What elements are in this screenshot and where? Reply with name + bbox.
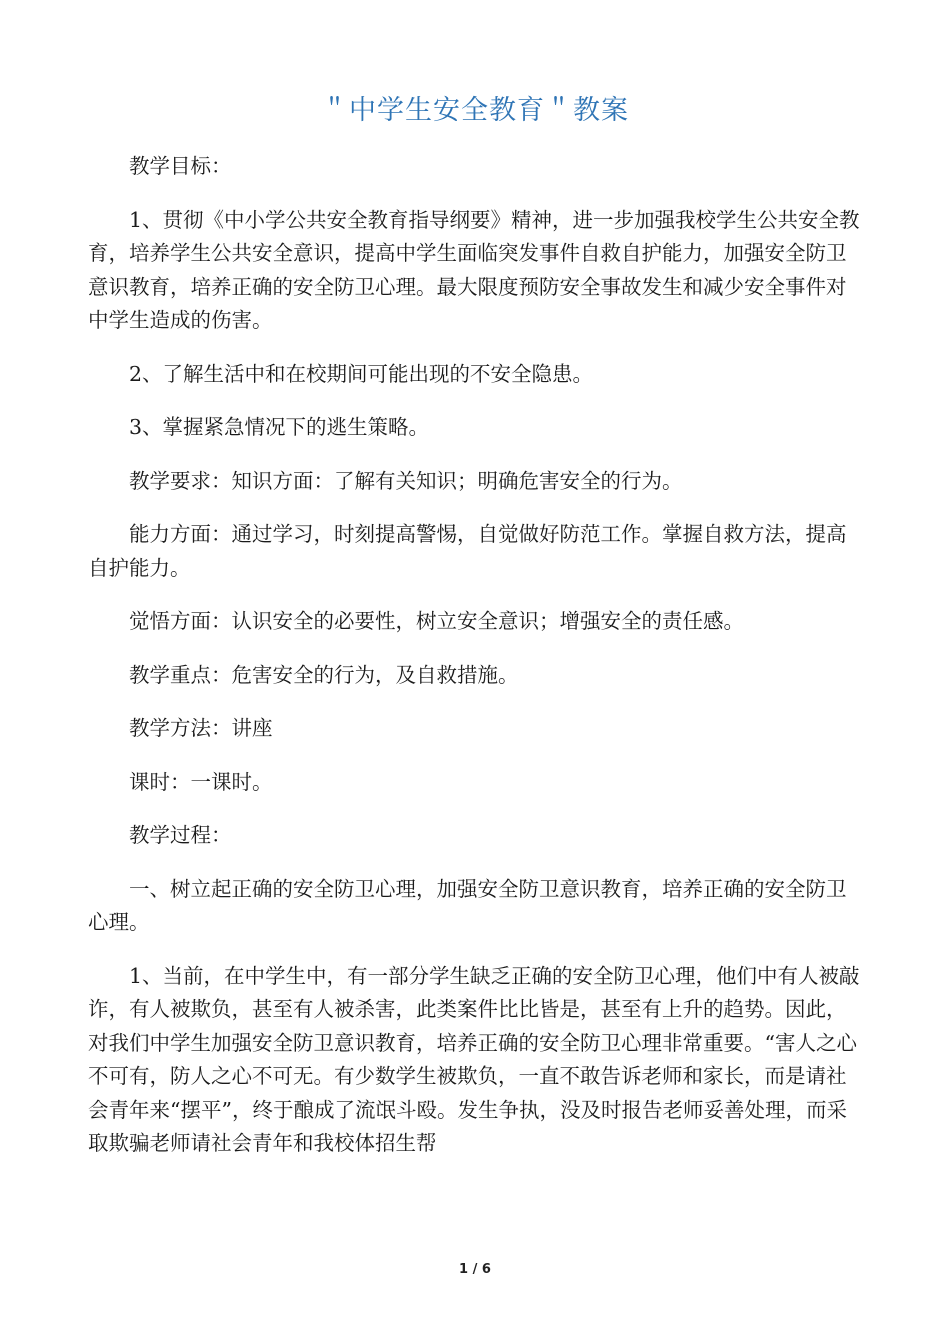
paragraph-section-1-item-1: 1、当前，在中学生中，有一部分学生缺乏正确的安全防卫心理，他们中有人被敲诈，有人被欺负，甚至有人被杀害，此类案件比比皆是，甚至有上升的趋势。因此，对我们中学生加强安全防卫意识教育，培养正确的安全防卫心理非常重要。“害人之心不可有，防人之心不可无。有少数学生被欺负，一直不敢告诉老师和家长，而是请社会青年来“摆平”，终于酿成了流氓斗殴。发生争执，没及时报告老师妥善处理，而采取欺骗老师请社会青年和我校体招生帮 bbox=[88, 963, 860, 1155]
paragraph-key-points: 教学重点：危害安全的行为，及自救措施。 bbox=[129, 662, 519, 687]
document-body bbox=[88, 150, 860, 1181]
paragraph-awareness: 觉悟方面：认识安全的必要性，树立安全意识；增强安全的责任感。 bbox=[129, 609, 744, 633]
paragraph-class-hours: 课时：一课时。 bbox=[129, 769, 273, 794]
paragraph-goal-3: 3、掌握紧急情况下的逃生策略。 bbox=[129, 415, 430, 439]
paragraph-teaching-goals-heading: 教学目标： bbox=[129, 154, 232, 178]
paragraph-method: 教学方法：讲座 bbox=[129, 716, 273, 740]
document-title: ＂中学生安全教育＂教案 bbox=[321, 95, 629, 126]
page-number: 1 / 6 bbox=[459, 1262, 491, 1277]
paragraph-goal-1: 1、贯彻《中小学公共安全教育指导纲要》精神，进一步加强我校学生公共安全教育，培养学生公共安全意识，提高中学生面临突发事件自救自护能力，加强安全防卫意识教育，培养正确的安全防卫心理。最大限度预防安全事故发生和减少安全事件对中学生造成的伤害。 bbox=[88, 207, 860, 332]
paragraph-section-1: 一、树立起正确的安全防卫心理，加强安全防卫意识教育，培养正确的安全防卫心理。 bbox=[88, 876, 847, 934]
paragraph-goal-2: 2、了解生活中和在校期间可能出现的不安全隐患。 bbox=[129, 361, 594, 386]
paragraph-ability: 能力方面：通过学习，时刻提高警惕，自觉做好防范工作。掌握自救方法，提高自护能力。 bbox=[88, 522, 847, 580]
paragraph-process-heading: 教学过程： bbox=[129, 823, 232, 847]
paragraph-requirements: 教学要求：知识方面：了解有关知识；明确危害安全的行为。 bbox=[129, 468, 683, 493]
